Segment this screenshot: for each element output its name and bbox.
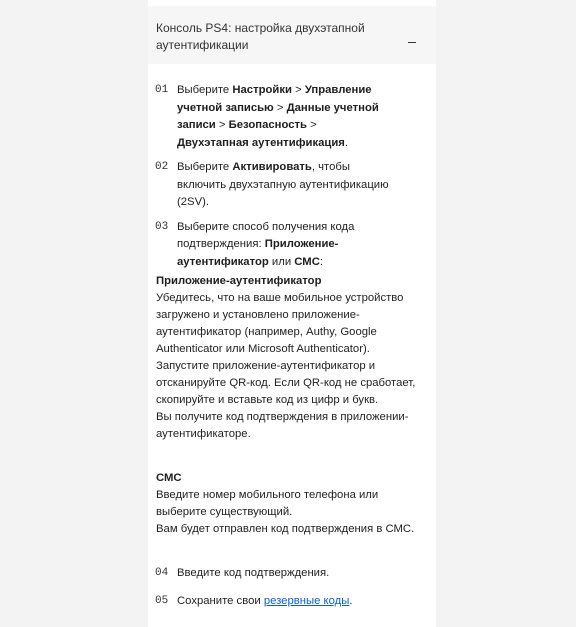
sms-title: СМС xyxy=(156,472,182,484)
text: > xyxy=(307,119,317,131)
sms-section xyxy=(156,470,426,538)
text: > xyxy=(291,84,305,96)
text: Выберите xyxy=(177,161,233,173)
authenticator-text-3: Вы получите код подтверждения в приложении-аутентификаторе. xyxy=(156,411,409,440)
step-number: 01 xyxy=(155,84,169,96)
option-sms: СМС xyxy=(294,255,320,268)
step-number: 03 xyxy=(155,220,169,233)
accordion-title: Консоль PS4: настройка двухэтапной аутентификации xyxy=(156,21,365,52)
step-4 xyxy=(155,565,435,583)
step-text xyxy=(177,593,435,611)
step-text xyxy=(177,219,435,272)
backup-codes-link[interactable]: резервные коды xyxy=(263,594,350,607)
text: . xyxy=(344,136,349,149)
step-1 xyxy=(155,82,435,152)
accordion-header[interactable] xyxy=(148,6,436,64)
text: : xyxy=(319,255,323,268)
step-5 xyxy=(155,593,435,611)
text: . xyxy=(349,594,353,607)
step-text xyxy=(177,82,435,152)
bottom-steps xyxy=(155,565,435,620)
menu-account-info: Данные учетной записи xyxy=(177,101,379,131)
step-number: 04 xyxy=(155,567,169,579)
text: Выберите способ получения кода подтверждения: xyxy=(177,220,355,250)
collapse-icon[interactable] xyxy=(406,34,422,46)
step-2 xyxy=(155,159,435,212)
step-text xyxy=(177,159,435,212)
step-number: 05 xyxy=(155,594,169,607)
content-card xyxy=(148,0,436,627)
text: , чтобы включить двухэтапную аутентификацию (2SV). xyxy=(177,161,389,208)
step-number: 02 xyxy=(155,161,169,173)
step-3 xyxy=(155,219,435,272)
steps-list xyxy=(155,82,435,278)
step-text: Введите код подтверждения. xyxy=(177,567,330,579)
menu-activate: Активировать xyxy=(232,161,312,173)
text: > xyxy=(273,101,287,114)
text: Выберите xyxy=(177,84,233,96)
sms-text-1: Введите номер мобильного телефона или выберите существующий. xyxy=(156,489,379,518)
menu-security: Безопасность xyxy=(228,119,307,131)
text: или xyxy=(268,255,295,268)
option-authenticator-app: Приложение-аутентификатор xyxy=(177,238,339,268)
authenticator-text-2: Запустите приложение-аутентификатор и отсканируйте QR-код. Если QR-код не сработает, скопируйте и вставьте код из цифр и букв. xyxy=(156,360,416,406)
authenticator-title: Приложение-аутентификатор xyxy=(156,275,322,287)
menu-2sv: Двухэтапная аутентификация xyxy=(177,136,345,149)
authenticator-text-1: Убедитесь, что на ваше мобильное устройство загружено и установлено приложение-аутентификатор (например, Authy, Google Authenticator или Microsoft Authenticator). xyxy=(156,292,404,355)
menu-settings: Настройки xyxy=(232,84,292,96)
menu-account-management: Управление учетной записью xyxy=(177,84,372,114)
authenticator-section xyxy=(156,273,426,443)
text: Сохраните свои xyxy=(177,594,264,607)
text: > xyxy=(215,119,229,131)
sms-text-2: Вам будет отправлен код подтверждения в СМС. xyxy=(156,523,415,535)
